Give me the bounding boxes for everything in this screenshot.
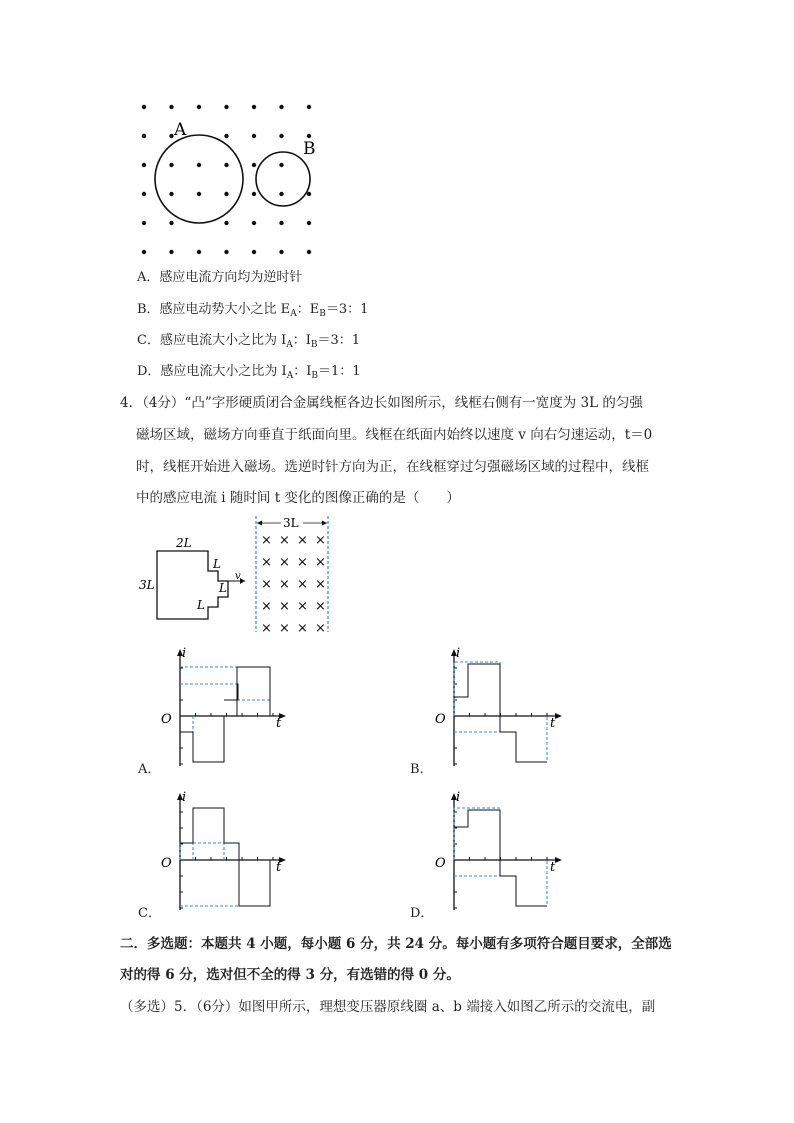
- field-cross: ×: [279, 599, 290, 614]
- option-a: A．感应电流方向均为逆时针: [137, 270, 303, 285]
- graph-c-dashed-3: [180, 860, 239, 906]
- graph-a-label: A．: [138, 762, 161, 777]
- field-cross: ×: [279, 533, 290, 548]
- field-cross: ×: [261, 577, 272, 592]
- graph-b-origin: O: [435, 712, 446, 727]
- option-c: C．感应电流大小之比为 $I_A$：$I_B=3$：1: [137, 333, 361, 350]
- loop-a-label: A: [174, 120, 187, 140]
- q4-line-4: 中的感应电流 i 随时间 t 变化的图像正确的是（ ）: [136, 490, 460, 506]
- graph-b: [430, 646, 570, 771]
- field-cross: ×: [297, 599, 308, 614]
- q4-line-3: 时，线框开始进入磁场。选逆时针方向为正，在线框穿过匀强磁场区域的过程中，线框: [136, 459, 649, 475]
- graph-d-axis-i: i: [456, 790, 461, 805]
- field-cross: ×: [315, 599, 326, 614]
- frame-and-field-figure: [135, 512, 345, 634]
- field-dot: [252, 192, 256, 196]
- field-dot: [279, 163, 283, 167]
- graph-a-origin: O: [161, 712, 172, 727]
- graph-a-axis-i: i: [182, 646, 187, 661]
- axis-t-arrow: [555, 713, 562, 719]
- field-dot: [279, 134, 283, 138]
- graph-c: [158, 790, 293, 915]
- section-2-line-2: 对的得 6 分，选对但不全的得 3 分，有选错的得 0 分。: [120, 967, 460, 983]
- section-2-line-1: 二．多选题：本题共 4 小题，每小题 6 分，共 24 分。每小题有多项符合题目要求，全部选: [120, 936, 672, 952]
- label-l-lower: L: [197, 598, 205, 612]
- field-dot: [197, 250, 201, 254]
- field-cross: ×: [315, 533, 326, 548]
- graph-c-label: C．: [138, 906, 161, 921]
- field-dot: [252, 134, 256, 138]
- magnetic-field-figure: [130, 95, 330, 260]
- field-dot: [142, 221, 146, 225]
- velocity-label: v: [235, 571, 241, 582]
- graph-a-solid-2: [224, 667, 270, 716]
- graph-a: [158, 646, 293, 771]
- field-cross: ×: [297, 577, 308, 592]
- field-dot: [169, 163, 173, 167]
- graph-c-axis-i: i: [182, 790, 187, 805]
- field-dot: [169, 250, 173, 254]
- field-cross: ×: [297, 555, 308, 570]
- graph-d: [430, 790, 570, 915]
- q4-line-1: 4．（4分）“凸”字形硬质闭合金属线框各边长如图所示，线框右侧有一宽度为 3L 的匀强: [120, 395, 643, 411]
- graph-b-dashed: [454, 662, 500, 716]
- label-field-width: 3L: [283, 516, 299, 530]
- field-dot: [169, 221, 173, 225]
- field-dot: [307, 192, 311, 196]
- graph-a-dashed: [180, 667, 270, 708]
- field-dot: [197, 163, 201, 167]
- field-dot: [142, 250, 146, 254]
- graph-d-origin: O: [435, 856, 446, 871]
- graph-c-dashed-2: [193, 808, 224, 860]
- graph-d-label: D．: [410, 906, 434, 921]
- field-cross: ×: [279, 621, 290, 634]
- field-dot: [224, 105, 228, 109]
- field-dot: [224, 192, 228, 196]
- label-2l: 2L: [176, 536, 192, 550]
- q4-line-2: 磁场区域，磁场方向垂直于纸面向里。线框在纸面内始终以速度 v 向右匀速运动，t＝0: [136, 427, 653, 443]
- field-cross: ×: [279, 555, 290, 570]
- graph-b-axis-t: t: [550, 716, 556, 731]
- field-dot: [279, 105, 283, 109]
- field-dot: [279, 250, 283, 254]
- graph-d-axis-t: t: [550, 860, 556, 875]
- field-dot: [252, 105, 256, 109]
- field-dot: [224, 134, 228, 138]
- field-dot: [142, 134, 146, 138]
- option-d: D．感应电流大小之比为 $I_A$：$I_B=1$：1: [137, 364, 361, 381]
- graph-a-dashed-3: [193, 716, 224, 762]
- graph-c-dashed: [180, 843, 224, 860]
- loop-a: [155, 135, 243, 223]
- field-cross: ×: [297, 533, 308, 548]
- graph-b-label: B．: [410, 762, 433, 777]
- field-dot: [279, 192, 283, 196]
- field-dot-grid: [142, 105, 311, 254]
- axis-t-arrow: [555, 857, 562, 863]
- field-dot: [307, 221, 311, 225]
- graph-a-solid: [180, 684, 238, 762]
- field-dot: [142, 192, 146, 196]
- label-l-right: L: [219, 581, 227, 595]
- field-dot: [252, 221, 256, 225]
- arrow-head: [240, 578, 245, 584]
- field-cross: ×: [315, 577, 326, 592]
- field-dot: [169, 105, 173, 109]
- field-dot: [224, 221, 228, 225]
- label-l-upper: L: [213, 557, 221, 571]
- field-dot: [307, 105, 311, 109]
- field-dot: [252, 250, 256, 254]
- graph-a-axis-t: t: [276, 716, 282, 731]
- field-cross: ×: [297, 621, 308, 634]
- field-cross-grid: [261, 533, 326, 634]
- graph-b-solid: [454, 664, 547, 762]
- loop-b-label: B: [303, 139, 316, 159]
- option-b: B．感应电动势大小之比 $E_A$：$E_B=3$：1: [137, 302, 369, 319]
- field-dot: [197, 192, 201, 196]
- label-3l: 3L: [139, 578, 155, 592]
- field-cross: ×: [261, 555, 272, 570]
- q5-line-1: （多选）5．（6分）如图甲所示，理想变压器原线圈 a、b 端接入如图乙所示的交流电，副: [120, 999, 656, 1015]
- graph-d-solid: [454, 810, 547, 906]
- field-dot: [224, 163, 228, 167]
- field-dot: [252, 163, 256, 167]
- field-dot: [142, 105, 146, 109]
- field-cross: ×: [315, 555, 326, 570]
- graph-d-dashed: [454, 808, 500, 860]
- field-cross: ×: [261, 533, 272, 548]
- field-cross: ×: [315, 621, 326, 634]
- field-cross: ×: [261, 621, 272, 634]
- graph-b-axis-i: i: [456, 646, 461, 661]
- field-dot: [142, 163, 146, 167]
- field-dot: [169, 192, 173, 196]
- loop-b: [256, 152, 310, 206]
- field-cross: ×: [279, 577, 290, 592]
- field-dot: [307, 134, 311, 138]
- graph-c-axis-t: t: [276, 860, 282, 875]
- field-dot: [197, 105, 201, 109]
- field-dot: [279, 221, 283, 225]
- graph-c-origin: O: [161, 856, 172, 871]
- field-dot: [224, 250, 228, 254]
- field-cross: ×: [261, 599, 272, 614]
- field-dot: [307, 250, 311, 254]
